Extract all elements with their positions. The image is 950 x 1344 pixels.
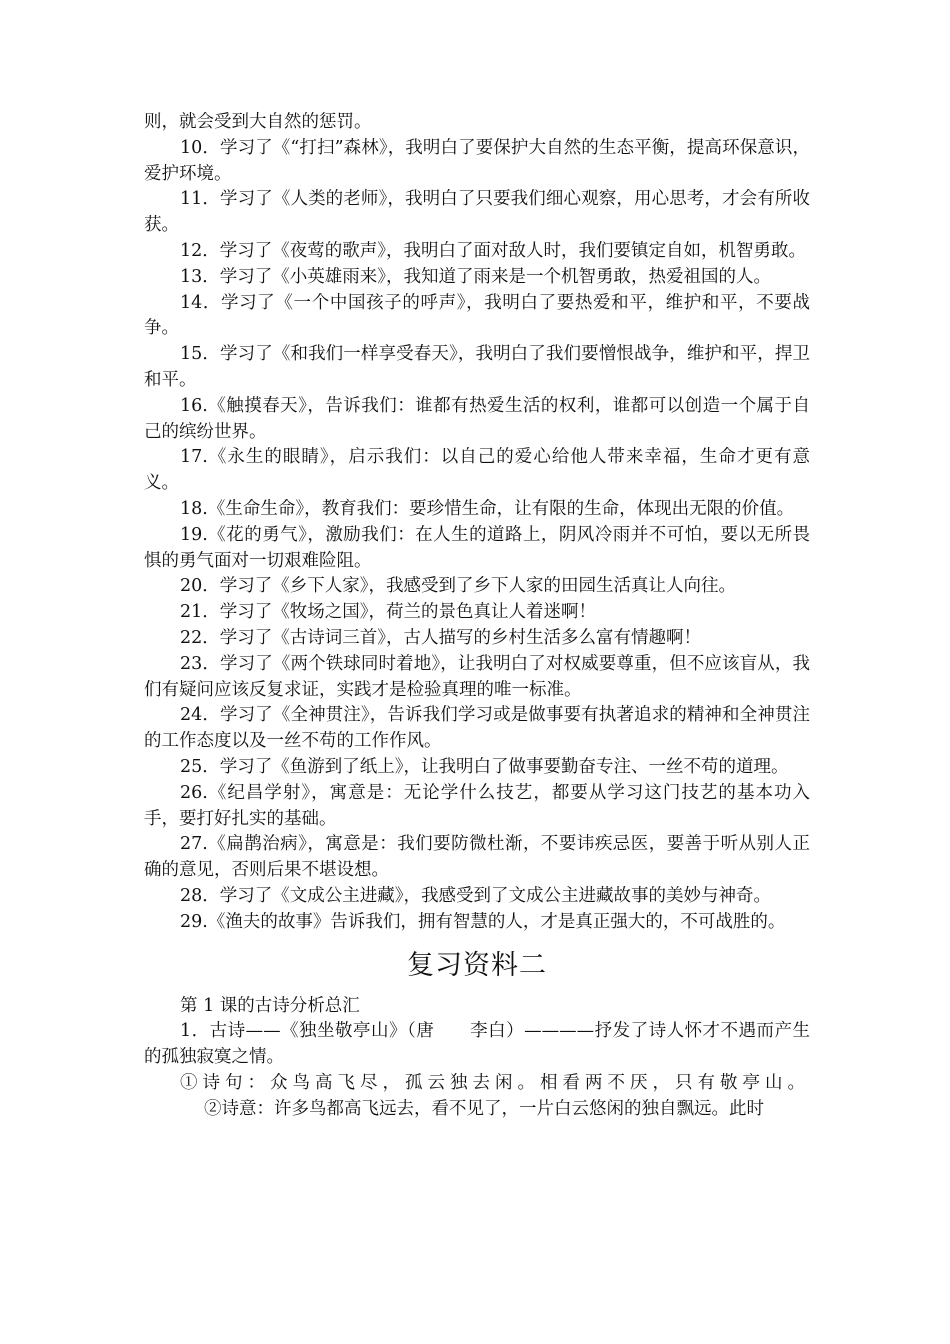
paragraph: 20．学习了《乡下人家》，我感受到了乡下人家的田园生活真让人向往。 xyxy=(180,576,737,597)
paragraph: ①诗句：众鸟高飞尽，孤云独去闲。相看两不厌，只有敬亭山。 xyxy=(180,1072,810,1093)
paragraph: 28．学习了《文成公主进藏》，我感受到了文成公主进藏故事的美妙与神奇。 xyxy=(180,885,772,906)
paragraph: 18.《生命生命》，教育我们：要珍惜生命，让有限的生命，体现出无限的价值。 xyxy=(180,498,795,519)
document-body xyxy=(144,110,810,1122)
paragraph: 13．学习了《小英雄雨来》，我知道了雨来是一个机智勇敢，热爱祖国的人。 xyxy=(180,266,772,287)
paragraph: 16.《触摸春天》，告诉我们：谁都有热爱生活的权利，谁都可以创造一个属于自己的缤纷世界。 xyxy=(144,395,810,442)
paragraph: 29.《渔夫的故事》告诉我们，拥有智慧的人，才是真正强大的，不可战胜的。 xyxy=(180,911,786,932)
paragraph: 则，就会受到大自然的惩罚。 xyxy=(144,112,372,132)
paragraph: 10．学习了《“打扫”森林》，我明白了要保护大自然的生态平衡，提高环保意识，爱护环境。 xyxy=(144,137,810,184)
paragraph: 24．学习了《全神贯注》，告诉我们学习或是做事要有执著追求的精神和全神贯注的工作态度以及一丝不苟的工作作风。 xyxy=(144,705,810,752)
paragraph: 21．学习了《牧场之国》，荷兰的景色真让人着迷啊！ xyxy=(180,602,597,623)
paragraph: 15．学习了《和我们一样享受春天》，我明白了我们要憎恨战争，维护和平，捍卫和平。 xyxy=(144,344,810,390)
paragraph: 第 1 课的古诗分析总汇 xyxy=(180,995,360,1016)
paragraph: ②诗意：许多鸟都高飞远去，看不见了，一片白云悠闲的独自飘远。此时 xyxy=(204,1098,764,1119)
paragraph: 11．学习了《人类的老师》，我明白了只要我们细心观察，用心思考，才会有所收获。 xyxy=(144,189,810,236)
paragraph: 22．学习了《古诗词三首》，古人描写的乡村生活多么富有情趣啊！ xyxy=(180,627,702,648)
paragraph: 1．古诗——《独坐敬亭山》（唐 李白）————抒发了诗人怀才不遇而产生的孤独寂寞之情。 xyxy=(144,1021,810,1068)
paragraph: 26.《纪昌学射》，寓意是：无论学什么技艺，都要从学习这门技艺的基本功入手，要打好扎实的基础。 xyxy=(144,782,810,829)
paragraph: 14．学习了《一个中国孩子的呼声》，我明白了要热爱和平，维护和平，不要战争。 xyxy=(144,292,810,339)
paragraph: 19.《花的勇气》，激励我们：在人生的道路上，阴风冷雨并不可怕，要以无所畏惧的勇气面对一切艰难险阻。 xyxy=(144,524,810,571)
paragraph: 12．学习了《夜莺的歌声》，我明白了面对敌人时，我们要镇定自如，机智勇敢。 xyxy=(180,240,807,261)
paragraph: 23．学习了《两个铁球同时着地》，让我明白了对权威要尊重，但不应该盲从，我们有疑问应该反复求证，实践才是检验真理的唯一标准。 xyxy=(144,653,810,700)
section-heading: 复习资料二 xyxy=(407,949,547,981)
paragraph: 17.《永生的眼睛》，启示我们：以自己的爱心给他人带来幸福，生命才更有意义。 xyxy=(144,447,810,494)
paragraph: 25．学习了《鱼游到了纸上》，让我明白了做事要勤奋专注、一丝不苟的道理。 xyxy=(180,756,789,777)
paragraph: 27.《扁鹊治病》，寓意是：我们要防微杜渐，不要讳疾忌医，要善于听从别人正确的意见，否则后果不堪设想。 xyxy=(144,834,810,881)
